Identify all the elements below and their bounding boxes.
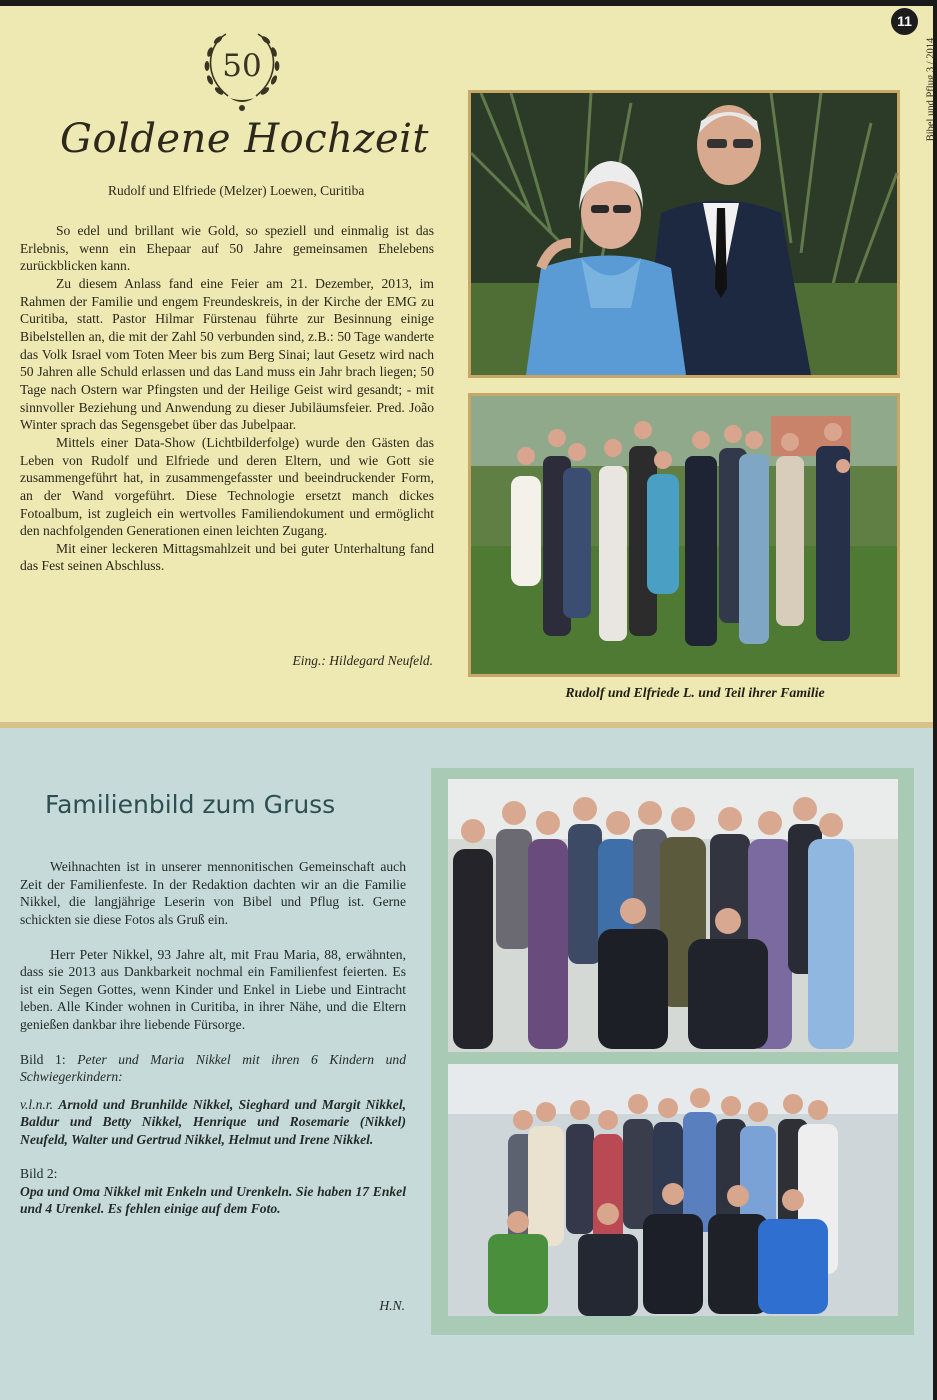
article-body <box>20 858 406 1218</box>
vlnr-label: v.l.n.r. <box>20 1096 53 1112</box>
anniversary-wreath-emblem <box>196 26 288 116</box>
author-credit: Eing.: Hildegard Neufeld. <box>292 653 433 668</box>
couple-photo <box>468 90 900 378</box>
paragraph: Mit einer leckeren Mittagsmahlzeit und bei guter Unterhaltung fand das Fest seinen Abschluss. <box>20 540 434 574</box>
bild2-text: Opa und Oma Nikkel mit Enkeln und Urenkeln. Sie haben 17 Enkel und 4 Urenkel. Es fehlen einige auf dem Foto. <box>20 1183 406 1216</box>
running-head-text: Bibel und Pflug 3 / 2014 <box>925 37 937 142</box>
paragraph: Herr Peter Nikkel, 93 Jahre alt, mit Frau Maria, 88, erwähnten, dass sie 2013 aus Dankbarkeit nochmal ein Familienfest feierten. Es ist ein Segen Gottes, wenn Kinder und Enkel in Liebe und Eintracht leben. Alle Kinder wohnen in Curitiba, in ihrer Nähe, und die Eltern genießen dankbar ihre liebende Fürsorge. <box>20 946 406 1032</box>
bild1-text: Peter und Maria Nikkel mit ihren 6 Kindern und Schwiegerkindern: <box>20 1051 406 1084</box>
paragraph: Mittels einer Data-Show (Lichtbilderfolge) wurde den Gästen das Leben von Rudolf und Elfriede und deren Eltern, und wie Gott sie zusammengeführt hat, in zusammengefasster und beeindruckender Form, an der Wand vorgeführt. Diese Technologie ersetzt manch dickes Fotoalbum, ist zugleich ein wertvolles Familiendokument und ermöglicht den nachfolgenden Generationen einen leichten Zugang. <box>20 434 434 539</box>
bild1-caption <box>20 1051 406 1086</box>
paragraph: Weihnachten ist in unserer mennonitischen Gemeinschaft auch Zeit der Familienfeste. In der Redaktion dachten wir an die Familie Nikkel, die langjährige Leserin von Bibel und Pflug ist. Gerne schickten sie diese Fotos als Gruß ein. <box>20 859 406 927</box>
bild1-label: Bild 1: <box>20 1051 66 1067</box>
family-group-photo <box>468 393 900 677</box>
article-body <box>20 222 434 575</box>
article-title: Goldene Hochzeit <box>60 116 429 162</box>
vlnr-names: Arnold und Brunhilde Nikkel, Sieghard und Margit Nikkel, Baldur und Betty Nikkel, Henrique und Rosemarie (Nikkel) Neufeld, Walter und Gertrud Nikkel, Helmut und Irene Nikkel. <box>20 1096 406 1147</box>
article-heading: Familienbild zum Gruss <box>45 790 336 819</box>
author-initials: H.N. <box>379 1298 405 1313</box>
article-subtitle: Rudolf und Elfriede (Melzer) Loewen, Curitiba <box>108 183 365 198</box>
paragraph: So edel und brillant wie Gold, so speziell und einmalig ist das Erlebnis, wenn ein Ehepaar auf 50 Jahre gemeinsamen Ehelebens zurückblicken kann. <box>20 223 434 274</box>
photo-caption: Rudolf und Elfriede L. und Teil ihrer Familie <box>565 685 825 700</box>
nikkel-grandchildren-photo <box>448 1064 898 1316</box>
nikkel-children-photo <box>448 779 898 1052</box>
paragraph: Zu diesem Anlass fand eine Feier am 21. Dezember, 2013, im Rahmen der Familie und engem Freundeskreis, in der Kirche der EMG zu Curitiba, statt. Pastor Hilmar Fürstenau führte zur Besinnung einige Bibelstellen an, die mit der Zahl 50 verbunden sind, z.B.: 50 Tage wanderte das Volk Israel vom Toten Meer bis zum Berg Sinai; laut Gesetz wird nach 50 Jahren alle Schuld erlassen und das Land muss ein Jahr brach liegen; 50 Tage nach Ostern war Pfingsten und der Heilige Geist wird gesandt; - mit sinnvoller Beziehung und Anwendung zu dieser Jubiläumsfeier. Pred. João Winter sprach das Segensgebet über das Jubelpaar. <box>20 275 434 433</box>
names-caption <box>20 1096 406 1149</box>
running-head <box>922 36 936 146</box>
bild2-label: Bild 2: <box>20 1166 58 1181</box>
anniversary-number: 50 <box>222 48 262 84</box>
page-number-badge: 11 <box>891 8 918 35</box>
